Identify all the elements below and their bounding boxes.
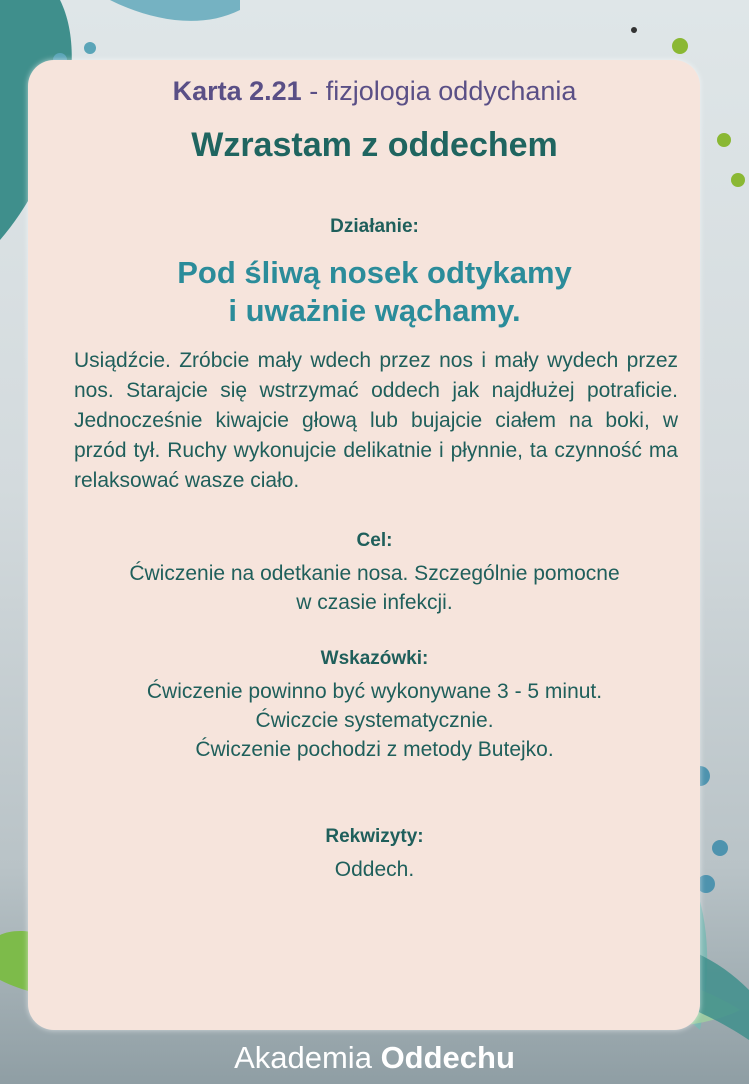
action-label: Działanie: — [330, 216, 419, 237]
tips-line1: Ćwiczenie powinno być wykonywane 3 - 5 minut. — [146, 680, 603, 703]
goal-line2: w czasie infekcji. — [296, 591, 453, 614]
brand-bold: Oddechu — [380, 1040, 515, 1075]
brand-light: Akademia — [234, 1040, 372, 1075]
props-label: Rekwizyty: — [325, 826, 424, 847]
card-number: Karta 2.21 — [172, 76, 302, 106]
goal-line1: Ćwiczenie na odetkanie nosa. Szczególnie pomocne — [129, 562, 620, 585]
card-separator: - — [309, 76, 319, 106]
action-heading — [0, 254, 749, 330]
card-category: fizjologia oddychania — [325, 76, 577, 106]
tips-label: Wskazówki: — [320, 648, 429, 669]
action-description: Usiądźcie. Zróbcie mały wdech przez nos i mały wydech przez nos. Starajcie się wstrzymać oddech jak najdłużej potraficie. Jednocześnie kiwajcie głową lub bujajcie ciałem na boki, w przód tył. Ruchy wykonujcie delikatnie i płynnie, ta czynność ma relaksować wasze ciało. — [74, 349, 678, 492]
tips-line3: Ćwiczenie pochodzi z metody Butejko. — [195, 738, 554, 761]
goal-label: Cel: — [356, 530, 393, 551]
props-value: Oddech. — [334, 858, 415, 881]
top-leaf-icon — [110, 0, 240, 21]
page-title: Wzrastam z oddechem — [191, 126, 558, 164]
action-heading-line1: Pod śliwą nosek odtykamy — [177, 255, 572, 290]
card-header — [0, 76, 749, 107]
action-heading-line2: i uważnie wąchamy. — [228, 293, 521, 328]
brand-footer — [0, 1040, 749, 1076]
tips-line2: Ćwiczcie systematycznie. — [255, 709, 494, 732]
